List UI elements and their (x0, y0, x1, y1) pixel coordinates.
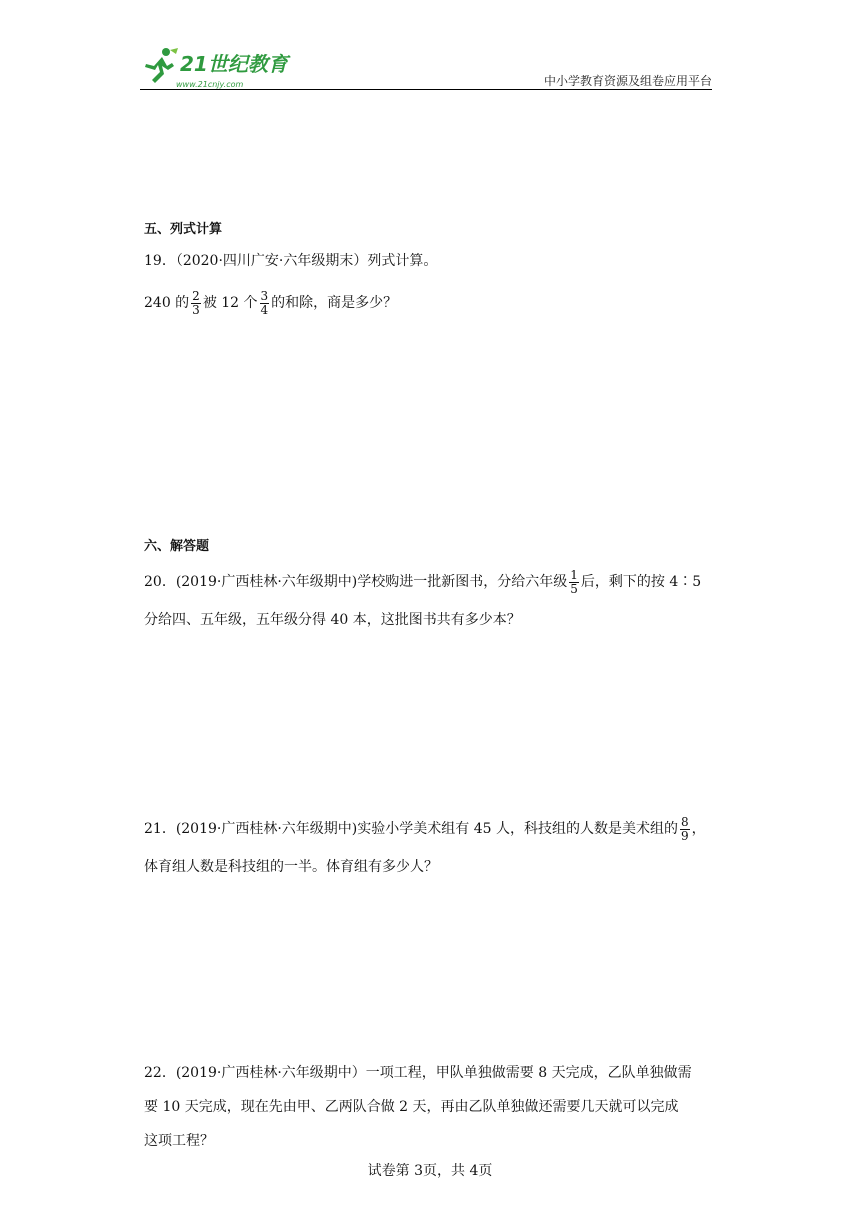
question-20 (144, 565, 720, 637)
question-20-line2: 分给四、五年级，五年级分得 40 本，这批图书共有多少本？ (144, 612, 521, 628)
question-22-line1: 22．(2019·广西桂林·六年级期中）一项工程，甲队单独做需要 8 天完成，乙队单独做需 (144, 1065, 692, 1081)
question-21 (144, 812, 720, 884)
fraction-1-5: $\frac{1}{5}$ (570, 567, 578, 596)
question-19-stem: 19．（2020·四川广安·六年级期末）列式计算。 (144, 253, 438, 269)
question-21-line1: 21．(2019·广西桂林·六年级期中)实验小学美术组有 45 人，科技组的人数是美术组的 $\frac{8}{9}$ ， (144, 814, 706, 843)
q19-text-a: 240 的 (144, 295, 190, 311)
header-divider (140, 89, 712, 90)
logo-url: www.21cnjy.com (176, 80, 244, 89)
question-19-body (144, 286, 720, 320)
fraction-3-4: $\frac{3}{4}$ (260, 288, 269, 317)
q19-text-c: 的和除，商是多少？ (271, 295, 398, 311)
q19-text-b: 被 12 个 (202, 295, 258, 311)
section-6-title: 六、解答题 (144, 539, 210, 554)
question-22 (144, 1056, 720, 1158)
logo (140, 44, 310, 90)
fraction-2-3: $\frac{2}{3}$ (192, 288, 200, 317)
question-20-line1: 20．(2019·广西桂林·六年级期中)学校购进一批新图书，分给六年级 $\frac{1}{5}$ 后，剩下的按 4∶5 (144, 567, 702, 596)
section-5-title: 五、列式计算 (144, 222, 223, 237)
page-header (140, 40, 712, 90)
page-footer: 试卷第 3页，共 4页 (367, 1163, 493, 1179)
question-21-line2: 体育组人数是科技组的一半。体育组有多少人？ (144, 859, 438, 875)
logo-text: 21世纪教育 (180, 52, 288, 76)
platform-name: 中小学教育资源及组卷应用平台 (543, 74, 712, 88)
question-22-line2: 要 10 天完成，现在先由甲、乙两队合做 2 天，再由乙队单独做还需要几天就可以完成 (144, 1099, 679, 1115)
running-man-icon (140, 46, 180, 86)
fraction-8-9: $\frac{8}{9}$ (680, 814, 689, 843)
question-19 (144, 244, 720, 320)
question-22-line3: 这项工程？ (144, 1133, 214, 1149)
